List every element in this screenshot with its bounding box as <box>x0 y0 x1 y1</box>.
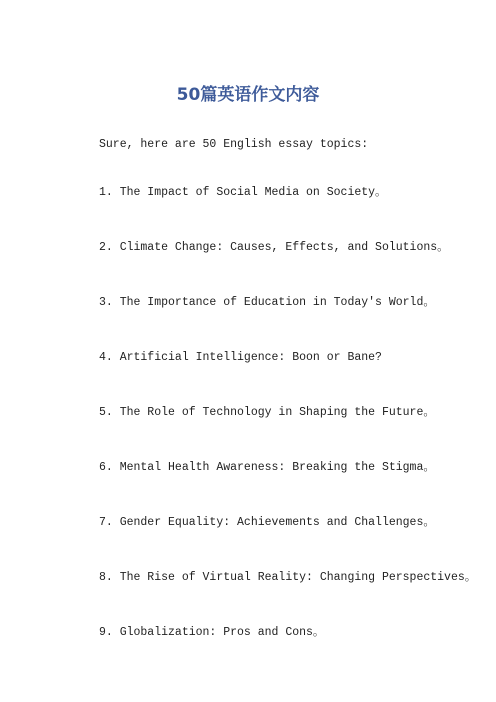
topic-item: 8. The Rise of Virtual Reality: Changing Perspectives。 <box>99 571 477 584</box>
topic-item: 3. The Importance of Education in Today's World。 <box>99 296 435 309</box>
topic-item: 6. Mental Health Awareness: Breaking the Stigma。 <box>99 461 435 474</box>
topic-item: 4. Artificial Intelligence: Boon or Bane? <box>99 351 382 364</box>
document-title: 50篇英语作文内容 <box>176 85 320 105</box>
topic-item: 1. The Impact of Social Media on Society。 <box>99 186 387 199</box>
topic-item: 5. The Role of Technology in Shaping the Future。 <box>99 406 435 419</box>
topic-list <box>99 185 476 680</box>
intro-text: Sure, here are 50 English essay topics: <box>99 138 369 151</box>
topic-item: 2. Climate Change: Causes, Effects, and Solutions。 <box>99 241 449 254</box>
topic-item: 7. Gender Equality: Achievements and Challenges。 <box>99 516 435 529</box>
topic-item: 9. Globalization: Pros and Cons。 <box>99 626 325 639</box>
